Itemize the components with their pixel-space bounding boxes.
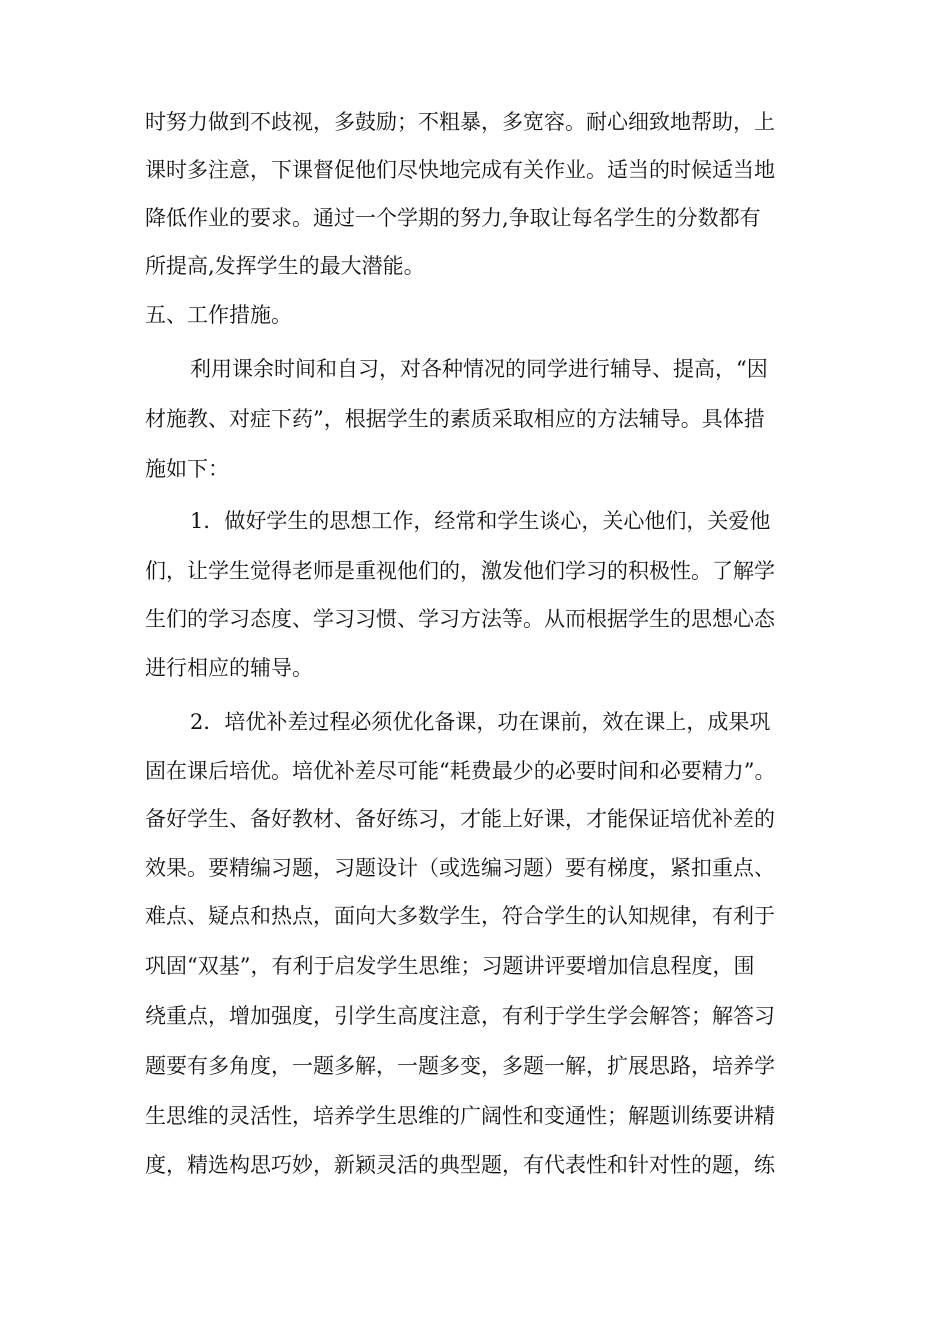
text-line: 材施教、对症下药”，根据学生的素质采取相应的方法辅导。具体措 <box>145 407 765 431</box>
text-line: 时努力做到不歧视，多鼓励；不粗暴，多宽容。耐心细致地帮助，上 <box>145 110 775 134</box>
text-line: 巩固“双基”，有利于启发学生思维；习题讲评要增加信息程度，围 <box>145 954 755 978</box>
text-line: 固在课后培优。培优补差尽可能“耗费最少的必要时间和必要精力”。 <box>145 759 776 783</box>
text-line: 课时多注意，下课督促他们尽快地完成有关作业。适当的时候适当地 <box>145 158 775 182</box>
text-line: 降低作业的要求。通过一个学期的努力,争取让每名学生的分数都有 <box>145 206 761 230</box>
text-line: 进行相应的辅导。 <box>145 656 313 680</box>
text-line: 1．做好学生的思想工作，经常和学生谈心，关心他们，关爱他 <box>190 509 771 533</box>
text-line: 难点、疑点和热点，面向大多数学生，符合学生的认知规律，有利于 <box>145 904 775 928</box>
text-line: 施如下： <box>145 457 229 481</box>
text-line: 们，让学生觉得老师是重视他们的，激发他们学习的积极性。了解学 <box>145 559 775 583</box>
text-line: 生们的学习态度、学习习惯、学习方法等。从而根据学生的思想心态 <box>145 607 775 631</box>
text-line: 度，精选构思巧妙，新颖灵活的典型题，有代表性和针对性的题，练 <box>145 1153 775 1177</box>
text-line: 题要有多角度，一题多解，一题多变，多题一解，扩展思路，培养学 <box>145 1054 775 1078</box>
text-line: 效果。要精编习题，习题设计（或选编习题）要有梯度，紧扣重点、 <box>145 856 775 880</box>
text-line: 绕重点，增加强度，引学生高度注意，有利于学生学会解答；解答习 <box>145 1004 775 1028</box>
text-line: 所提高,发挥学生的最大潜能。 <box>145 254 425 278</box>
text-line: 备好学生、备好教材、备好练习，才能上好课，才能保证培优补差的 <box>145 807 775 831</box>
text-line: 利用课余时间和自习，对各种情况的同学进行辅导、提高，“因 <box>190 357 768 381</box>
section-heading: 五、工作措施。 <box>145 303 292 327</box>
text-line: 2．培优补差过程必须优化备课，功在课前，效在课上，成果巩 <box>190 710 771 734</box>
text-line: 生思维的灵活性，培养学生思维的广阔性和变通性；解题训练要讲精 <box>145 1104 775 1128</box>
